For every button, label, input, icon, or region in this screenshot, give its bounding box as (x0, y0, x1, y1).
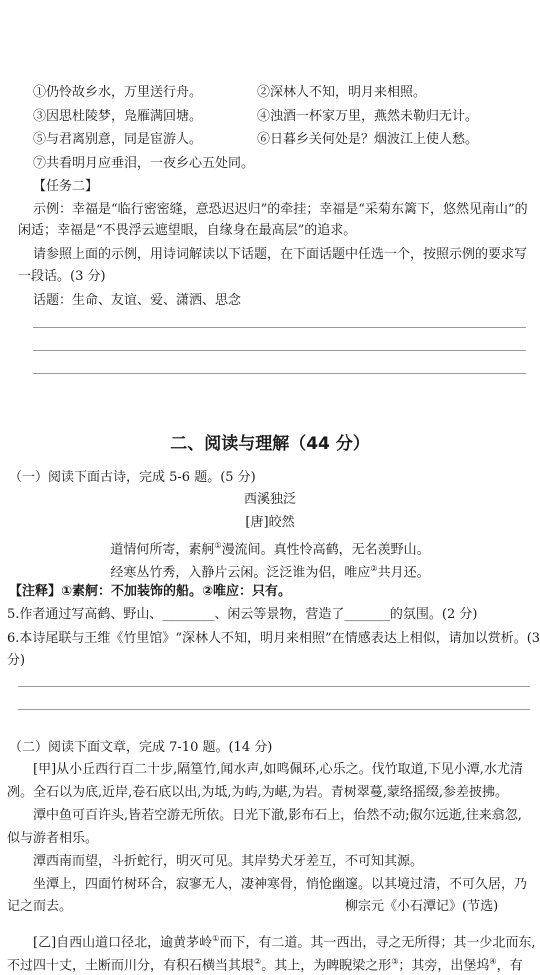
poem-quote-3: ③因思杜陵梦，凫雁满回塘。 (33, 109, 203, 124)
task2-heading: 【任务二】 (33, 179, 99, 194)
part1-intro: （一）阅读下面古诗，完成 5-6 题。(5 分) (9, 470, 256, 485)
answer-line-5[interactable] (18, 709, 530, 710)
part2-intro: （二）阅读下面文章，完成 7-10 题。(14 分) (9, 740, 273, 755)
passage-a-line6: 坐潭上，四面竹树环合，寂寥无人，凄神寒骨，悄怆幽邃。以其境过清，不可久居，乃 (33, 877, 528, 892)
question-6-line1: 6.本诗尾联与王维《竹里馆》“深林人不知，明月来相照”在情感表达上相似，请加以赏析。(3 (7, 631, 540, 646)
passage-b-line1: [乙]自西山道口径北，逾黄茅岭①而下，有二道。其一西出，寻之无所得；其一少北而东, (33, 934, 536, 951)
poem-author: [唐]皎然 (245, 515, 295, 530)
poem-notes: 【注释】①素舸：不加装饰的船。②唯应：只有。 (9, 584, 292, 599)
task2-prompt-line2: 一段话。(3 分) (18, 269, 106, 284)
answer-line-1[interactable] (33, 327, 526, 328)
passage-a-line1: [甲]从小丘西行百二十步,隔篁竹,闻水声,如鸣佩环,心乐之。伐竹取道,下见小潭,水尤清 (33, 762, 523, 777)
task2-prompt-line1: 请参照上面的示例，用诗词解读以下话题，在下面话题中任选一个，按照示例的要求写 (33, 247, 528, 262)
answer-line-3[interactable] (33, 373, 526, 374)
task2-example-line2: 闲适；幸福是“不畏浮云遮望眼，自缘身在最高层”的追求。 (18, 223, 357, 238)
passage-a-line4: 似与游者相乐。 (7, 831, 99, 846)
passage-b-line2: 不过四十丈，土断而川分，有积石横当其垠②。其上，为睥睨梁之形③；其旁，出堡坞④，有 (7, 957, 523, 974)
poem-quote-7: ⑦共看明月应垂泪，一夜乡心五处同。 (33, 156, 255, 171)
poem-quote-4: ④浊酒一杯家万里，燕然未勒归无计。 (257, 109, 479, 124)
answer-line-2[interactable] (33, 350, 526, 351)
task2-topics: 话题：生命、友谊、爱、潇洒、思念 (33, 293, 242, 308)
section-title: 二、阅读与理解（44 分） (170, 434, 370, 454)
passage-a-line7: 记之而去。 (7, 899, 73, 914)
passage-a-source: 柳宗元《小石潭记》(节选) (345, 899, 499, 914)
question-5: 5.作者通过写高鹤、野山、________、闲云等景物，营造了_______的氛围。(2 分) (7, 607, 478, 622)
passage-a-line3: 潭中鱼可百许头,皆若空游无所依。日光下澈,影布石上，佁然不动;俶尔远逝,往来翕忽, (33, 808, 522, 823)
poem-quote-6: ⑥日暮乡关何处是？烟波江上使人愁。 (257, 132, 479, 147)
poem-quote-5: ⑤与君离别意，同是宦游人。 (33, 132, 203, 147)
poem-quote-1: ①仍怜故乡水，万里送行舟。 (33, 85, 203, 100)
poem-quote-2: ②深林人不知，明月来相照。 (257, 85, 427, 100)
poem-line-1: 道情何所寄，素舸①漫流间。真性怜高鹤，无名羡野山。 (110, 541, 430, 558)
passage-a-line5: 潭西南而望，斗折蛇行，明灭可见。其岸势犬牙差互，不可知其源。 (33, 854, 424, 869)
poem-line-2: 经寒丛竹秀，入静片云闲。泛泛谁为侣，唯应②共月还。 (110, 564, 430, 581)
question-6-line2: 分) (7, 653, 26, 668)
poem-title: 西溪独泛 (243, 492, 296, 507)
answer-line-4[interactable] (18, 686, 530, 687)
passage-a-line2: 冽。全石以为底,近岸,卷石底以出,为坻,为屿,为嵁,为岩。青树翠蔓,蒙络摇缀,参差披拂。 (7, 785, 509, 800)
task2-example-line1: 示例：幸福是“临行密密缝，意恐迟迟归”的牵挂；幸福是“采菊东篱下，悠然见南山”的 (33, 202, 528, 217)
